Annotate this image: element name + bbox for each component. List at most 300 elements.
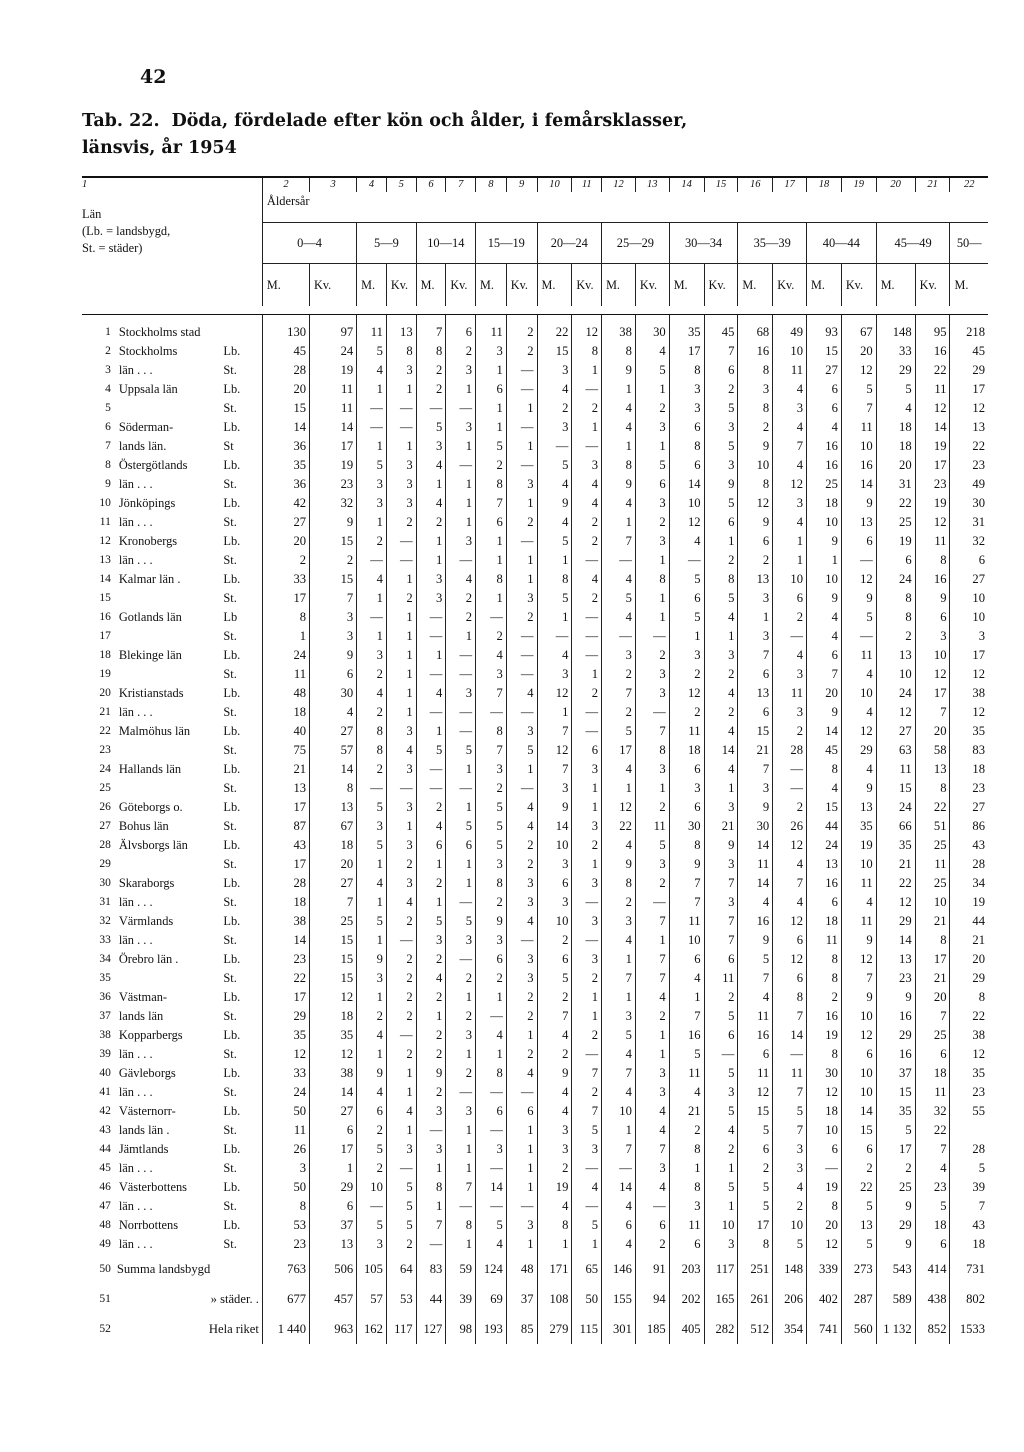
value-cell: —: [357, 399, 387, 418]
value-cell: 6: [310, 1197, 357, 1216]
value-cell: 31: [876, 475, 915, 494]
value-cell: 3: [950, 627, 988, 646]
value-cell: 7: [602, 684, 636, 703]
value-cell: 8: [807, 1045, 842, 1064]
row-number: 47: [99, 1200, 111, 1212]
value-cell: 6: [602, 1216, 636, 1235]
value-cell: 6: [635, 1216, 669, 1235]
value-cell: 4: [537, 1197, 572, 1216]
value-cell: 13: [841, 798, 876, 817]
value-cell: 4: [704, 760, 738, 779]
value-cell: 16: [807, 874, 842, 893]
value-cell: 18: [310, 1007, 357, 1026]
spacer-cell: [416, 315, 446, 324]
value-cell: 3: [704, 418, 738, 437]
value-cell: 2: [876, 627, 915, 646]
value-cell: 30: [950, 494, 988, 513]
summary-value: 69: [476, 1284, 507, 1314]
value-cell: 3: [357, 646, 387, 665]
spacer-cell: [635, 315, 669, 324]
value-cell: —: [416, 1235, 446, 1254]
value-cell: 7: [635, 1140, 669, 1159]
value-cell: 1: [704, 1159, 738, 1178]
value-cell: 22: [915, 1121, 950, 1140]
value-cell: 19: [310, 361, 357, 380]
table-row: [82, 741, 988, 760]
value-cell: —: [386, 931, 416, 950]
value-cell: 6: [738, 665, 773, 684]
value-cell: 7: [738, 646, 773, 665]
county-name: Älvsborgs län: [118, 838, 188, 852]
value-cell: 4: [602, 1045, 636, 1064]
value-cell: 8: [476, 874, 507, 893]
value-cell: 11: [915, 855, 950, 874]
row-number: 32: [99, 915, 111, 927]
value-cell: —: [572, 1197, 602, 1216]
value-cell: 12: [841, 361, 876, 380]
sex-header: M.: [416, 264, 446, 307]
value-cell: 3: [635, 665, 669, 684]
value-cell: 20: [915, 722, 950, 741]
value-cell: 5: [635, 361, 669, 380]
value-cell: 3: [773, 494, 807, 513]
value-cell: 4: [841, 703, 876, 722]
summary-value: 185: [635, 1314, 669, 1344]
value-cell: 1: [635, 437, 669, 456]
age-group-header: 15—19: [476, 223, 537, 264]
value-cell: 4: [841, 760, 876, 779]
value-cell: 2: [704, 703, 738, 722]
value-cell: 1: [537, 551, 572, 570]
value-cell: 9: [876, 1197, 915, 1216]
value-cell: 16: [915, 342, 950, 361]
value-cell: 2: [572, 684, 602, 703]
value-cell: 12: [602, 798, 636, 817]
value-cell: 12: [773, 836, 807, 855]
value-cell: 1: [357, 855, 387, 874]
value-cell: 23: [876, 969, 915, 988]
value-cell: 3: [386, 874, 416, 893]
value-cell: 4: [476, 646, 507, 665]
value-cell: 8: [738, 399, 773, 418]
area-type: St.: [223, 1123, 237, 1137]
area-type: St.: [223, 667, 237, 681]
value-cell: 2: [476, 893, 507, 912]
spacer-cell: [262, 315, 309, 324]
value-cell: 7: [773, 1007, 807, 1026]
value-cell: —: [506, 380, 537, 399]
value-cell: 17: [310, 1140, 357, 1159]
value-cell: 1: [572, 418, 602, 437]
value-cell: 27: [807, 361, 842, 380]
value-cell: 6: [446, 323, 476, 342]
value-cell: 2: [357, 532, 387, 551]
value-cell: 7: [773, 1121, 807, 1140]
area-type: Lb.: [223, 990, 241, 1004]
area-type: St.: [223, 781, 237, 795]
value-cell: —: [704, 1045, 738, 1064]
area-type: St.: [223, 971, 237, 985]
value-cell: 2: [635, 874, 669, 893]
column-number: 5: [386, 177, 416, 192]
value-cell: 16: [807, 456, 842, 475]
table-row: [82, 380, 988, 399]
value-cell: 35: [876, 836, 915, 855]
value-cell: —: [572, 646, 602, 665]
summary-value: 146: [602, 1254, 636, 1284]
county-name: län . . .: [118, 1161, 153, 1175]
value-cell: 5: [446, 912, 476, 931]
value-cell: 16: [738, 342, 773, 361]
table-row: [82, 931, 988, 950]
value-cell: 75: [262, 741, 309, 760]
value-cell: 2: [416, 1083, 446, 1102]
value-cell: 15: [537, 342, 572, 361]
value-cell: 21: [876, 855, 915, 874]
value-cell: 3: [738, 779, 773, 798]
age-group-header: 20—24: [537, 223, 602, 264]
value-cell: —: [635, 627, 669, 646]
spacer-cell: [357, 315, 387, 324]
row-number: 40: [99, 1067, 111, 1079]
value-cell: 3: [704, 855, 738, 874]
value-cell: 28: [262, 361, 309, 380]
value-cell: 8: [669, 437, 704, 456]
value-cell: 28: [262, 874, 309, 893]
area-type: St.: [223, 857, 237, 871]
value-cell: 9: [738, 798, 773, 817]
value-cell: 2: [635, 646, 669, 665]
value-cell: 4: [807, 779, 842, 798]
sex-header: Kv.: [915, 264, 950, 307]
value-cell: 1: [537, 703, 572, 722]
value-cell: 9: [310, 646, 357, 665]
value-cell: 1: [446, 475, 476, 494]
value-cell: 1: [602, 1121, 636, 1140]
value-cell: 1: [476, 361, 507, 380]
value-cell: 23: [262, 1235, 309, 1254]
value-cell: 27: [310, 1102, 357, 1121]
value-cell: —: [476, 1083, 507, 1102]
column-number: 19: [841, 177, 876, 192]
value-cell: 4: [773, 380, 807, 399]
value-cell: 12: [537, 684, 572, 703]
value-cell: 1: [446, 798, 476, 817]
summary-value: 91: [635, 1254, 669, 1284]
value-cell: 3: [537, 855, 572, 874]
value-cell: 3: [704, 893, 738, 912]
value-cell: 6: [416, 836, 446, 855]
summary-value: 202: [669, 1284, 704, 1314]
value-cell: 2: [357, 760, 387, 779]
value-cell: —: [506, 627, 537, 646]
area-type: Lb.: [223, 572, 241, 586]
value-cell: 2: [476, 969, 507, 988]
summary-value: 963: [310, 1314, 357, 1344]
value-cell: 5: [476, 817, 507, 836]
row-number: 37: [99, 1010, 111, 1022]
table-row: [82, 1007, 988, 1026]
summary-value: 65: [572, 1254, 602, 1284]
value-cell: 12: [950, 1045, 988, 1064]
value-cell: 12: [841, 722, 876, 741]
row-number: 9: [105, 478, 111, 490]
value-cell: 6: [669, 456, 704, 475]
value-cell: 20: [841, 342, 876, 361]
value-cell: 4: [537, 513, 572, 532]
value-cell: 5: [386, 1197, 416, 1216]
table-row: [82, 608, 988, 627]
lan-header: [82, 192, 262, 264]
value-cell: —: [506, 418, 537, 437]
value-cell: 3: [572, 456, 602, 475]
value-cell: 7: [416, 1216, 446, 1235]
summary-value: 852: [915, 1314, 950, 1344]
area-type: Lb.: [223, 762, 241, 776]
value-cell: 3: [635, 1159, 669, 1178]
area-type: Lb.: [223, 952, 241, 966]
value-cell: 35: [950, 1064, 988, 1083]
value-cell: 2: [635, 798, 669, 817]
area-type: Lb.: [223, 1180, 241, 1194]
table-row: [82, 950, 988, 969]
value-cell: 2: [669, 703, 704, 722]
value-cell: —: [446, 646, 476, 665]
value-cell: 3: [635, 760, 669, 779]
value-cell: 38: [950, 684, 988, 703]
value-cell: 3: [310, 608, 357, 627]
value-cell: 67: [841, 323, 876, 342]
area-type: St.: [223, 1085, 237, 1099]
value-cell: 2: [446, 1007, 476, 1026]
row-number: 38: [99, 1029, 111, 1041]
value-cell: 3: [572, 1140, 602, 1159]
value-cell: 8: [357, 722, 387, 741]
table-row: [82, 494, 988, 513]
value-cell: 7: [704, 912, 738, 931]
value-cell: 26: [262, 1140, 309, 1159]
value-cell: 12: [738, 494, 773, 513]
value-cell: 2: [446, 589, 476, 608]
county-name: Västernorr-: [118, 1104, 176, 1118]
value-cell: 6: [704, 361, 738, 380]
value-cell: 2: [738, 418, 773, 437]
area-type: Lb.: [223, 496, 241, 510]
value-cell: 7: [807, 665, 842, 684]
spacer-cell: [117, 315, 222, 324]
value-cell: —: [537, 627, 572, 646]
value-cell: 6: [669, 418, 704, 437]
value-cell: 2: [635, 399, 669, 418]
summary-value: 162: [357, 1314, 387, 1344]
value-cell: 4: [635, 1102, 669, 1121]
value-cell: 4: [357, 570, 387, 589]
county-name: Hallands län: [118, 762, 182, 776]
county-name: [117, 741, 222, 760]
value-cell: 4: [773, 513, 807, 532]
row-number: 28: [99, 839, 111, 851]
column-number: 1: [82, 177, 262, 192]
area-type: Lb.: [223, 458, 241, 472]
value-cell: 4: [773, 893, 807, 912]
value-cell: 12: [950, 399, 988, 418]
value-cell: 6: [773, 589, 807, 608]
spacer-cell: [446, 315, 476, 324]
value-cell: 2: [572, 969, 602, 988]
value-cell: 3: [635, 1083, 669, 1102]
value-cell: —: [416, 703, 446, 722]
table-row: [82, 361, 988, 380]
value-cell: 9: [807, 532, 842, 551]
age-group-header: 0—4: [262, 223, 356, 264]
value-cell: 2: [357, 1159, 387, 1178]
value-cell: 5: [669, 1045, 704, 1064]
table-row: [82, 1083, 988, 1102]
value-cell: 13: [876, 646, 915, 665]
value-cell: 29: [876, 1216, 915, 1235]
row-number: 33: [99, 934, 111, 946]
value-cell: 2: [537, 931, 572, 950]
area-type: St.: [223, 401, 237, 415]
value-cell: 11: [841, 874, 876, 893]
value-cell: 3: [386, 1140, 416, 1159]
value-cell: 1: [572, 779, 602, 798]
value-cell: 1: [476, 589, 507, 608]
value-cell: —: [635, 893, 669, 912]
value-cell: 4: [357, 361, 387, 380]
value-cell: 4: [602, 931, 636, 950]
value-cell: 11: [669, 1064, 704, 1083]
value-cell: 1: [416, 532, 446, 551]
value-cell: 3: [635, 684, 669, 703]
value-cell: 3: [476, 665, 507, 684]
summary-row: [82, 1284, 988, 1314]
value-cell: 5: [357, 798, 387, 817]
county-name: Jönköpings: [118, 496, 176, 510]
value-cell: 4: [416, 456, 446, 475]
value-cell: 3: [704, 456, 738, 475]
value-cell: 14: [807, 722, 842, 741]
value-cell: 6: [773, 931, 807, 950]
value-cell: 3: [476, 342, 507, 361]
value-cell: 29: [876, 912, 915, 931]
value-cell: 9: [416, 1064, 446, 1083]
area-type: St.: [223, 933, 237, 947]
value-cell: 35: [262, 1026, 309, 1045]
value-cell: 6: [915, 1235, 950, 1254]
row-number: 44: [99, 1143, 111, 1155]
value-cell: 1: [704, 532, 738, 551]
row-number: 31: [99, 896, 111, 908]
value-cell: 53: [262, 1216, 309, 1235]
value-cell: 4: [876, 399, 915, 418]
spacer-cell: [310, 315, 357, 324]
value-cell: 1: [506, 1235, 537, 1254]
county-name: Västman-: [118, 990, 168, 1004]
value-cell: 17: [950, 646, 988, 665]
area-type: St.: [223, 819, 237, 833]
value-cell: 1: [476, 399, 507, 418]
value-cell: 16: [738, 1026, 773, 1045]
value-cell: 5: [446, 817, 476, 836]
value-cell: 6: [876, 551, 915, 570]
value-cell: 35: [310, 1026, 357, 1045]
table-row: [82, 1064, 988, 1083]
value-cell: 12: [841, 1026, 876, 1045]
summary-value: 48: [506, 1254, 537, 1284]
value-cell: 11: [357, 323, 387, 342]
value-cell: 8: [602, 456, 636, 475]
value-cell: 24: [807, 836, 842, 855]
table-row: [82, 779, 988, 798]
value-cell: [950, 1121, 988, 1140]
table-row: [82, 1235, 988, 1254]
value-cell: 6: [841, 1140, 876, 1159]
value-cell: 18: [915, 1216, 950, 1235]
value-cell: 6: [915, 1045, 950, 1064]
value-cell: 3: [635, 494, 669, 513]
table-row: [82, 532, 988, 551]
spacer-cell: [841, 315, 876, 324]
row-number: 4: [105, 383, 111, 395]
value-cell: 30: [310, 684, 357, 703]
value-cell: 45: [262, 342, 309, 361]
value-cell: —: [386, 399, 416, 418]
value-cell: 2: [773, 722, 807, 741]
value-cell: 5: [738, 1121, 773, 1140]
value-cell: 6: [310, 1121, 357, 1140]
value-cell: 9: [669, 855, 704, 874]
value-cell: 15: [876, 1083, 915, 1102]
summary-value: 287: [841, 1284, 876, 1314]
value-cell: 3: [476, 760, 507, 779]
value-cell: 7: [446, 1178, 476, 1197]
value-cell: 14: [310, 418, 357, 437]
value-cell: 25: [876, 513, 915, 532]
value-cell: 1: [416, 855, 446, 874]
sex-header: M.: [602, 264, 636, 307]
table-row: [82, 722, 988, 741]
value-cell: 2: [841, 1159, 876, 1178]
county-name: Göteborgs o.: [118, 800, 183, 814]
value-cell: 6: [704, 513, 738, 532]
value-cell: 2: [572, 532, 602, 551]
value-cell: 3: [416, 437, 446, 456]
value-cell: 5: [476, 1216, 507, 1235]
value-cell: 34: [950, 874, 988, 893]
value-cell: 5: [704, 1102, 738, 1121]
value-cell: 2: [416, 513, 446, 532]
value-cell: 12: [773, 475, 807, 494]
value-cell: 24: [876, 798, 915, 817]
value-cell: 1: [773, 551, 807, 570]
value-cell: 42: [262, 494, 309, 513]
value-cell: 3: [386, 494, 416, 513]
value-cell: 18: [262, 703, 309, 722]
value-cell: —: [602, 627, 636, 646]
area-type: Lb.: [223, 914, 241, 928]
value-cell: 3: [416, 931, 446, 950]
value-cell: 2: [386, 855, 416, 874]
value-cell: —: [841, 551, 876, 570]
row-number: 2: [105, 345, 111, 357]
value-cell: 9: [738, 513, 773, 532]
value-cell: 7: [738, 969, 773, 988]
value-cell: 1: [602, 779, 636, 798]
row-number: 15: [99, 592, 111, 604]
value-cell: 11: [915, 1083, 950, 1102]
value-cell: 1: [506, 570, 537, 589]
